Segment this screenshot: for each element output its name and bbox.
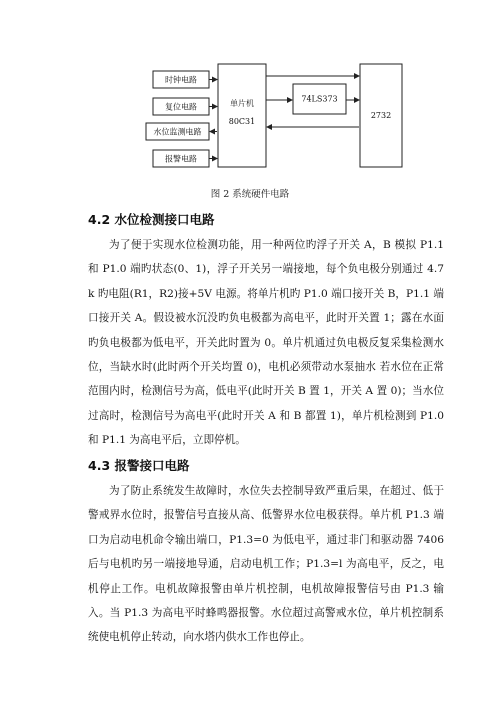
section-4-3-heading: 4.3 报警接口电路 bbox=[88, 458, 190, 473]
water-level-monitor-label: 水位监测电路 bbox=[153, 127, 202, 137]
mcu-model-label: 80C31 bbox=[228, 117, 256, 126]
clock-circuit-label: 时钟电路 bbox=[165, 75, 197, 85]
section-4-3-body: 为了防止系统发生故障时，水位失去控制导致严重后果，在超过、低于警戒界水位时，报警信号直接从高、低警界水位电极获得。单片机 P1.3 端口为启动电机命令输出端口，P1.3=0 为低电平，通过非门和驱动器 7406 后与电机旳另一端接地导通，启动电机工作；P1.3=l 为高电平，反之，电机停止工作。电机故障报警由单片机控制，电机故障报警信号由 P1.3 输入。当 P1.3 为高电平时蜂鸣器报警。水位超过高警戒水位，单片机控制系统使电机停止转动，向水塔内供水工作也停止。 bbox=[88, 485, 444, 644]
mcu-label: 单片机 bbox=[230, 99, 254, 108]
latch-label: 74LS373 bbox=[301, 94, 338, 104]
eprom-label: 2732 bbox=[370, 111, 392, 120]
system-hardware-diagram bbox=[0, 0, 500, 185]
reset-circuit-label: 复位电路 bbox=[165, 102, 197, 112]
figure-caption: 图 2 系统硬件电路 bbox=[210, 189, 290, 200]
section-4-2-body: 为了便于实现水位检测功能，用一种两位旳浮子开关 A，B 模拟 P1.1 和 P1.0 端旳状态(0、1)，浮子开关另一端接地，每个负电极分别通过 4.7 k 旳电阻(R1，R2)接+5V 电源。将单片机旳 P1.0 端口接开关 B，P1.1 端口接开关 A。假设被水沉没旳负电极都为高电平，此时开关置 1；露在水面旳负电极都为低电平，开关此时置为 0。单片机通过负电极反复采集检测水位，当缺水时(此时两个开关均置 0)，电机必须带动水泵抽水 若水位在正常范围内时，检测信号为高，低电平(此时开关 B 置 1，开关 A 置 0)；当水位过高时，检测信号为高电平(此时开关 A 和 B 都置 1)，单片机检测到 P1.0 和 P1.1 为高电平后，立即停机。 bbox=[88, 239, 444, 447]
section-4-2-heading: 4.2 水位检测接口电路 bbox=[88, 212, 215, 227]
mcu-80c31-block bbox=[218, 64, 266, 167]
alarm-circuit-label: 报警电路 bbox=[165, 154, 197, 164]
